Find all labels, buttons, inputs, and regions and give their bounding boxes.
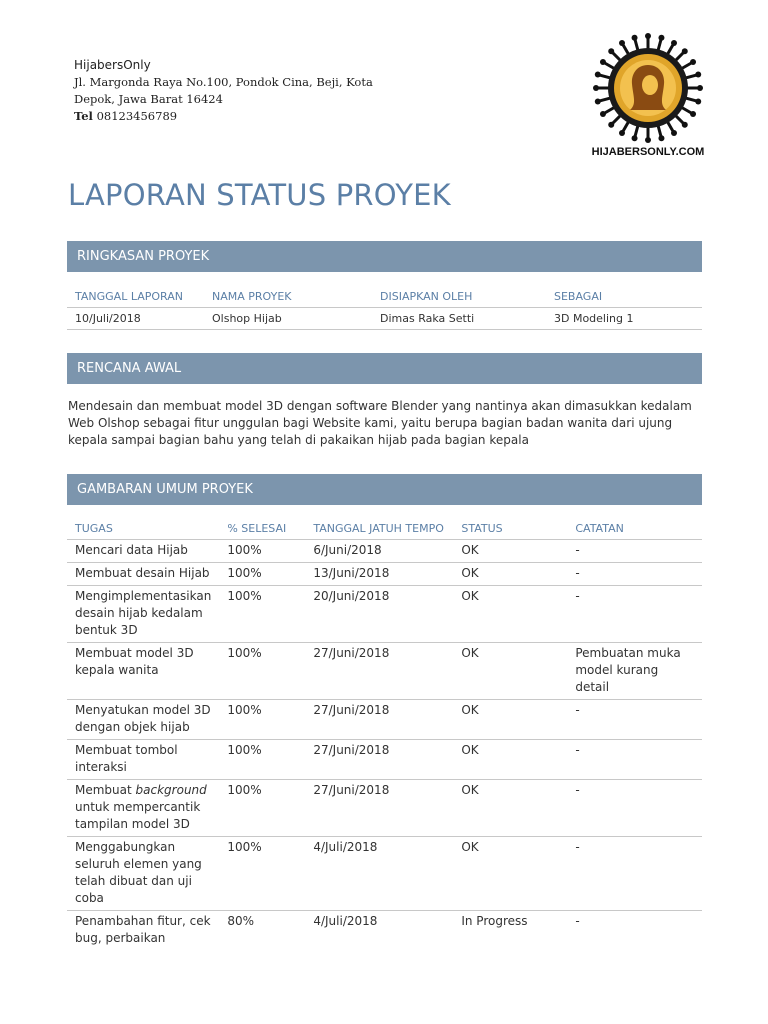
company-address-line1: Jl. Margonda Raya No.100, Pondok Cina, Beji, Kota: [74, 75, 373, 89]
task-name: Membuat model 3D kepala wanita: [67, 643, 219, 700]
task-name: Membuat desain Hijab: [67, 563, 219, 586]
task-header-cell: CATATAN: [567, 519, 702, 540]
task-note: -: [567, 700, 702, 740]
task-percent: 100%: [219, 563, 305, 586]
table-row: [67, 740, 702, 780]
task-note: -: [575, 914, 580, 928]
plan-description: Mendesain dan membuat model 3D dengan software Blender yang nantinya akan dimasukkan kedalam Web Olshop sebagai fitur unggulan bagi Website kami, yaitu berupa bagian badan wanita dari ujung kepala sampai bagian bahu yang telah di pakaikan hijab pada bagian kepala: [68, 399, 692, 447]
table-row: [67, 563, 702, 586]
task-note: -: [567, 837, 702, 911]
summary-table: [67, 288, 702, 330]
summary-header-cell: SEBAGAI: [546, 288, 702, 308]
task-note: -: [567, 740, 702, 780]
summary-header-cell: DISIAPKAN OLEH: [372, 288, 546, 308]
table-row: [67, 540, 702, 563]
summary-row: [67, 308, 702, 330]
task-status: OK: [453, 780, 567, 837]
task-due-date: 13/Juni/2018: [305, 563, 453, 586]
task-note: -: [567, 563, 702, 586]
task-name: Mencari data Hijab: [67, 540, 219, 563]
task-due-date: 4/Juli/2018: [313, 914, 378, 928]
table-row: [67, 780, 702, 837]
task-percent: 100%: [219, 586, 305, 643]
task-status: OK: [453, 700, 567, 740]
company-info: [74, 57, 373, 125]
company-phone: [74, 108, 373, 125]
task-name: Penambahan fitur, cek bug, perbaikan: [75, 914, 211, 945]
table-row: [67, 643, 702, 700]
table-row: [67, 700, 702, 740]
task-percent: 100%: [219, 740, 305, 780]
task-name: Mengimplementasikan desain hijab kedalam bentuk 3D: [67, 586, 219, 643]
task-due-date: 27/Juni/2018: [305, 643, 453, 700]
company-logo: [590, 30, 706, 162]
logo-wordmark: HIJABERSONLY.COM: [591, 146, 705, 158]
task-due-date: 20/Juni/2018: [305, 586, 453, 643]
summary-header-cell: TANGGAL LAPORAN: [67, 288, 204, 308]
task-due-date: 27/Juni/2018: [305, 740, 453, 780]
task-note: -: [567, 780, 702, 837]
task-due-date: 27/Juni/2018: [305, 780, 453, 837]
page-title: LAPORAN STATUS PROYEK: [68, 178, 451, 212]
task-status: OK: [453, 540, 567, 563]
task-note: Pembuatan muka model kurang detail: [567, 643, 702, 700]
company-address-line2: Depok, Jawa Barat 16424: [74, 92, 223, 106]
project-name: Olshop Hijab: [204, 308, 372, 330]
task-status: In Progress: [461, 914, 528, 928]
task-due-date: 27/Juni/2018: [305, 700, 453, 740]
task-name: Membuat background untuk mempercantik tampilan model 3D: [67, 780, 219, 837]
task-percent: 100%: [219, 643, 305, 700]
task-header-cell: % SELESAI: [219, 519, 305, 540]
prepared-by: Dimas Raka Setti: [372, 308, 546, 330]
task-status: OK: [453, 563, 567, 586]
task-due-date: 6/Juni/2018: [305, 540, 453, 563]
task-percent: 100%: [219, 837, 305, 911]
phone-label: Tel: [74, 109, 93, 123]
task-status: OK: [453, 643, 567, 700]
table-row: [67, 586, 702, 643]
task-header-cell: STATUS: [453, 519, 567, 540]
summary-header-cell: NAMA PROYEK: [204, 288, 372, 308]
task-status: OK: [453, 586, 567, 643]
task-name: Menggabungkan seluruh elemen yang telah dibuat dan uji coba: [67, 837, 219, 911]
company-name: HijabersOnly: [74, 58, 151, 72]
phone-number: 08123456789: [96, 109, 178, 123]
task-table: [67, 519, 702, 950]
task-status: OK: [453, 740, 567, 780]
task-note: -: [567, 540, 702, 563]
task-note: -: [567, 586, 702, 643]
task-header-cell: TANGGAL JATUH TEMPO: [305, 519, 453, 540]
task-percent: 80%: [227, 914, 255, 928]
task-name: Membuat tombol interaksi: [67, 740, 219, 780]
table-row: [67, 911, 702, 951]
task-status: OK: [453, 837, 567, 911]
task-due-date: 4/Juli/2018: [305, 837, 453, 911]
task-percent: 100%: [219, 700, 305, 740]
task-header-cell: TUGAS: [67, 519, 219, 540]
section-header-plan: RENCANA AWAL: [67, 353, 702, 384]
task-percent: 100%: [219, 540, 305, 563]
task-name: Menyatukan model 3D dengan objek hijab: [67, 700, 219, 740]
task-percent: 100%: [219, 780, 305, 837]
report-date: 10/Juli/2018: [67, 308, 204, 330]
section-header-overview: GAMBARAN UMUM PROYEK: [67, 474, 702, 505]
section-header-summary: RINGKASAN PROYEK: [67, 241, 702, 272]
table-row: [67, 837, 702, 911]
role: 3D Modeling 1: [546, 308, 702, 330]
